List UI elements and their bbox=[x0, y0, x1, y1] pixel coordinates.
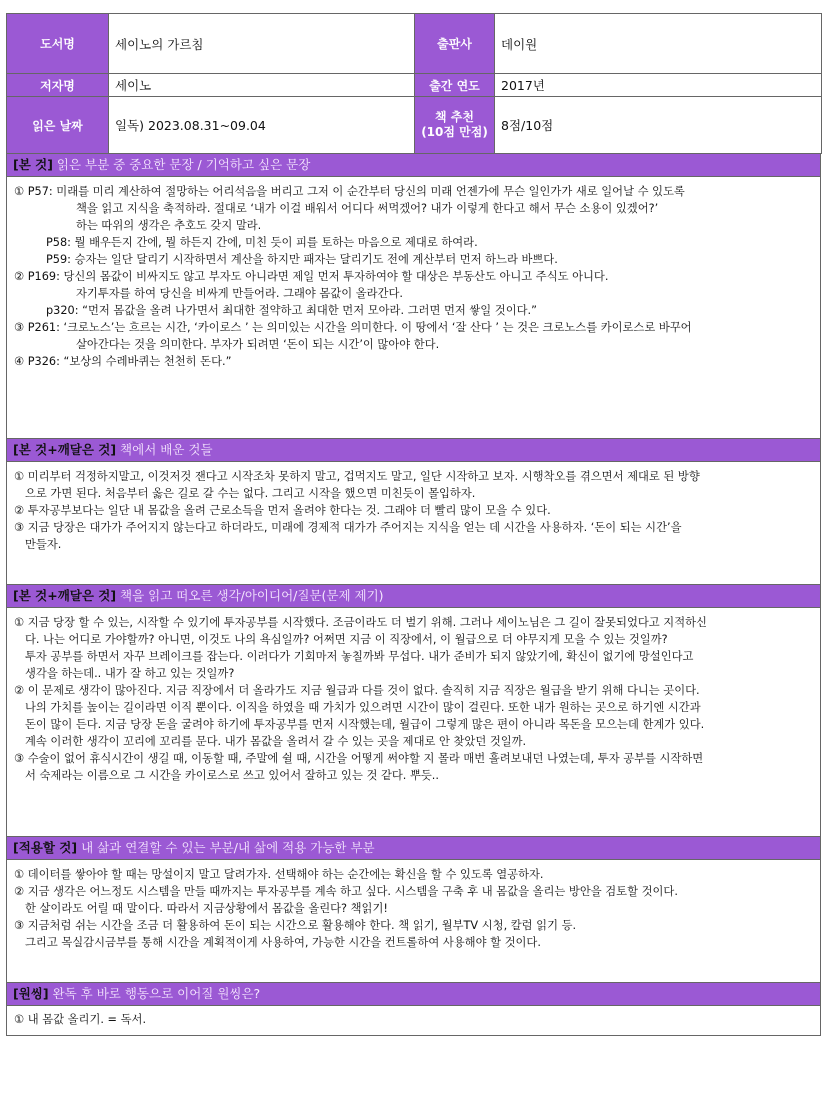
section-title: 책을 읽고 떠오른 생각/아이디어/질문(문제 제기) bbox=[120, 588, 384, 603]
title-value: 세이노의 가르침 bbox=[109, 14, 415, 74]
section-tag: [본 것] bbox=[13, 157, 53, 172]
list-item: ② P169: 당신의 몸값이 비싸지도 않고 부자도 아니라면 제일 먼저 투자하여야 할 대상은 부동산도 아니고 주식도 아니다. bbox=[14, 270, 609, 283]
publisher-value: 데이원 bbox=[495, 14, 822, 74]
list-item: 서 숙제라는 이름으로 그 시간을 카이로스로 쓰고 있어서 잘하고 있는 것 같다. 뿌듯.. bbox=[25, 769, 439, 782]
list-item: P59: 승자는 일단 달리기 시작하면서 계산을 하지만 패자는 달리기도 전에 계산부터 먼저 하느라 바쁘다. bbox=[46, 253, 558, 266]
section-tag: [원씽] bbox=[13, 986, 49, 1001]
section-header-thoughts bbox=[6, 585, 821, 608]
author-label: 저자명 bbox=[7, 74, 109, 97]
rating-label-line1: 책 추천 bbox=[435, 110, 474, 124]
list-item: P58: 뭘 배우든지 간에, 뭘 하든지 간에, 미친 듯이 피를 토하는 마음으로 제대로 하여라. bbox=[46, 236, 478, 249]
section-tag: [적용할 것] bbox=[13, 840, 78, 855]
list-item: 자기투자를 하여 당신을 비싸게 만들어라. 그래야 몸값이 올라간다. bbox=[76, 287, 403, 300]
list-item: 계속 이러한 생각이 꼬리에 꼬리를 문다. 내가 몸값을 올려서 갈 수 있는 곳을 제대로 안 찾았던 것일까. bbox=[25, 735, 527, 748]
book-info-table bbox=[6, 13, 822, 154]
section-body-learned bbox=[6, 462, 821, 585]
section-title: 읽은 부분 중 중요한 문장 / 기억하고 싶은 문장 bbox=[56, 157, 311, 172]
author-value: 세이노 bbox=[109, 74, 415, 97]
list-item: 만들자. bbox=[25, 538, 62, 551]
list-item: ① P57: 미래를 미리 계산하여 절망하는 어리석음을 버리고 그저 이 순간부터 당신의 미래 언젠가에 무슨 일인가가 새로 일어날 수 있도록 bbox=[14, 185, 685, 198]
section-tag: [본 것+깨달은 것] bbox=[13, 588, 117, 603]
section-body-onething bbox=[6, 1006, 821, 1036]
list-item: ② 이 문제로 생각이 많아진다. 지금 직장에서 더 올라가도 지금 월급과 다를 것이 없다. 솔직히 지금 직장은 월급을 받기 위해 다니는 곳이다. bbox=[14, 684, 700, 697]
section-tag: [본 것+깨달은 것] bbox=[13, 442, 117, 457]
list-item: ② 투자공부보다는 일단 내 몸값을 올려 근로소득을 먼저 올려야 한다는 것. 그래야 더 빨리 많이 모을 수 있다. bbox=[14, 504, 551, 517]
section-body-quotes bbox=[6, 177, 821, 439]
section-header-learned bbox=[6, 439, 821, 462]
read-date-value: 일독) 2023.08.31~09.04 bbox=[109, 97, 415, 154]
publisher-label: 출판사 bbox=[415, 14, 495, 74]
section-body-thoughts bbox=[6, 608, 821, 837]
list-item: ② 지금 생각은 어느정도 시스템을 만들 때까지는 투자공부를 계속 하고 싶다. 시스템을 구축 후 내 몸값을 올리는 방안을 검토할 것이다. bbox=[14, 885, 678, 898]
list-item: 살아간다는 것을 의미한다. 부자가 되려면 ‘돈이 되는 시간’이 많아야 한다. bbox=[76, 338, 440, 351]
list-item: ③ 수술이 없어 휴식시간이 생길 때, 이동할 때, 주말에 쉴 때, 시간을 어떻게 써야할 지 몰라 매번 흘려보내던 나였는데, 투자 공부를 시작하면 bbox=[14, 752, 704, 765]
rating-value: 8점/10점 bbox=[495, 97, 822, 154]
list-item: 다. 나는 어디로 가야할까? 아니면, 이것도 나의 욕심일까? 어쩌면 지금 이 직장에서, 이 월급으로 더 야무지게 모을 수 있는 것일까? bbox=[25, 633, 668, 646]
year-label: 출간 연도 bbox=[415, 74, 495, 97]
list-item: 생각을 하는데.. 내가 잘 하고 있는 것일까? bbox=[25, 667, 235, 680]
rating-label bbox=[415, 97, 495, 154]
list-item: 한 살이라도 어릴 때 말이다. 따라서 지금상황에서 몸값을 올린다? 책읽기! bbox=[25, 902, 388, 915]
section-body-apply bbox=[6, 860, 821, 983]
section-header-apply bbox=[6, 837, 821, 860]
list-item: 나의 가치를 높이는 길이라면 이직 뿐이다. 이직을 하였을 때 가치가 있으려면 시간이 많이 걸린다. 또한 내가 원하는 곳으로 하기엔 시간과 bbox=[25, 701, 701, 714]
list-item: ① 미리부터 걱정하지말고, 이것저것 잰다고 시작조차 못하지 말고, 겁먹지도 말고, 일단 시작하고 보자. 시행착오를 겪으면서 제대로 된 방향 bbox=[14, 470, 700, 483]
list-item: ③ P261: ‘크로노스’는 흐르는 시간, ‘카이로스 ’ 는 의미있는 시간을 의미한다. 이 땅에서 ‘잘 산다 ’ 는 것은 크로노스를 카이로스로 바꾸어 bbox=[14, 321, 692, 334]
list-item: 돈이 많이 든다. 지금 당장 돈을 굴려야 하기에 투자공부를 먼저 시작했는데, 월급이 그렇게 많은 편이 아니라 목돈을 모으는데 한계가 있다. bbox=[25, 718, 705, 731]
list-item: ③ 지금 당장은 대가가 주어지지 않는다고 하더라도, 미래에 경제적 대가가 주어지는 지식을 얻는 데 시간을 사용하자. ‘돈이 되는 시간’을 bbox=[14, 521, 682, 534]
list-item: ① 내 몸값 올리기. = 독서. bbox=[14, 1013, 147, 1026]
section-title: 완독 후 바로 행동으로 이어질 원씽은? bbox=[52, 986, 261, 1001]
year-value: 2017년 bbox=[495, 74, 822, 97]
list-item: 하는 따위의 생각은 추호도 갖지 말라. bbox=[76, 219, 262, 232]
list-item: ① 지금 당장 할 수 있는, 시작할 수 있기에 투자공부를 시작했다. 조금이라도 더 벌기 위해. 그러나 세이노님은 그 길이 잘못되었다고 지적하신 bbox=[14, 616, 707, 629]
title-label: 도서명 bbox=[7, 14, 109, 74]
section-header-onething bbox=[6, 983, 821, 1006]
section-title: 책에서 배운 것들 bbox=[120, 442, 213, 457]
list-item: 그리고 목실감시금부를 통해 시간을 계획적이게 사용하여, 가능한 시간을 컨트롤하여 사용해야 할 것이다. bbox=[25, 936, 541, 949]
list-item: p320: “먼저 몸값을 올려 나가면서 최대한 절약하고 최대한 먼저 모아라. 그러면 먼저 쌓일 것이다.” bbox=[46, 304, 537, 317]
list-item: 책을 읽고 지식을 축적하라. 절대로 ‘내가 이걸 배워서 어디다 써먹겠어? 내가 이렇게 한다고 해서 무슨 소용이 있겠어?’ bbox=[76, 202, 659, 215]
rating-label-line2: (10점 만점) bbox=[421, 125, 488, 139]
section-header-quotes bbox=[6, 154, 821, 177]
list-item: ③ 지금처럼 쉬는 시간을 조금 더 활용하여 돈이 되는 시간으로 활용해야 한다. 책 읽기, 월부TV 시청, 칼럼 읽기 등. bbox=[14, 919, 577, 932]
list-item: ④ P326: “보상의 수레바퀴는 천천히 돈다.” bbox=[14, 355, 232, 368]
list-item: ① 데이터를 쌓아야 할 때는 망설이지 말고 달려가자. 선택해야 하는 순간에는 확신을 할 수 있도록 열공하자. bbox=[14, 868, 544, 881]
list-item: 투자 공부를 하면서 자꾸 브레이크를 잡는다. 이러다가 기회마저 놓칠까봐 무섭다. 내가 준비가 되지 않았기에, 확신이 없기에 망설인다고 bbox=[25, 650, 694, 663]
list-item: 으로 가면 된다. 처음부터 옳은 길로 갈 수는 없다. 그리고 시작을 했으면 미친듯이 몰입하자. bbox=[25, 487, 476, 500]
book-report-sheet bbox=[6, 13, 821, 1036]
section-title: 내 삶과 연결할 수 있는 부분/내 삶에 적용 가능한 부분 bbox=[81, 840, 375, 855]
read-date-label: 읽은 날짜 bbox=[7, 97, 109, 154]
